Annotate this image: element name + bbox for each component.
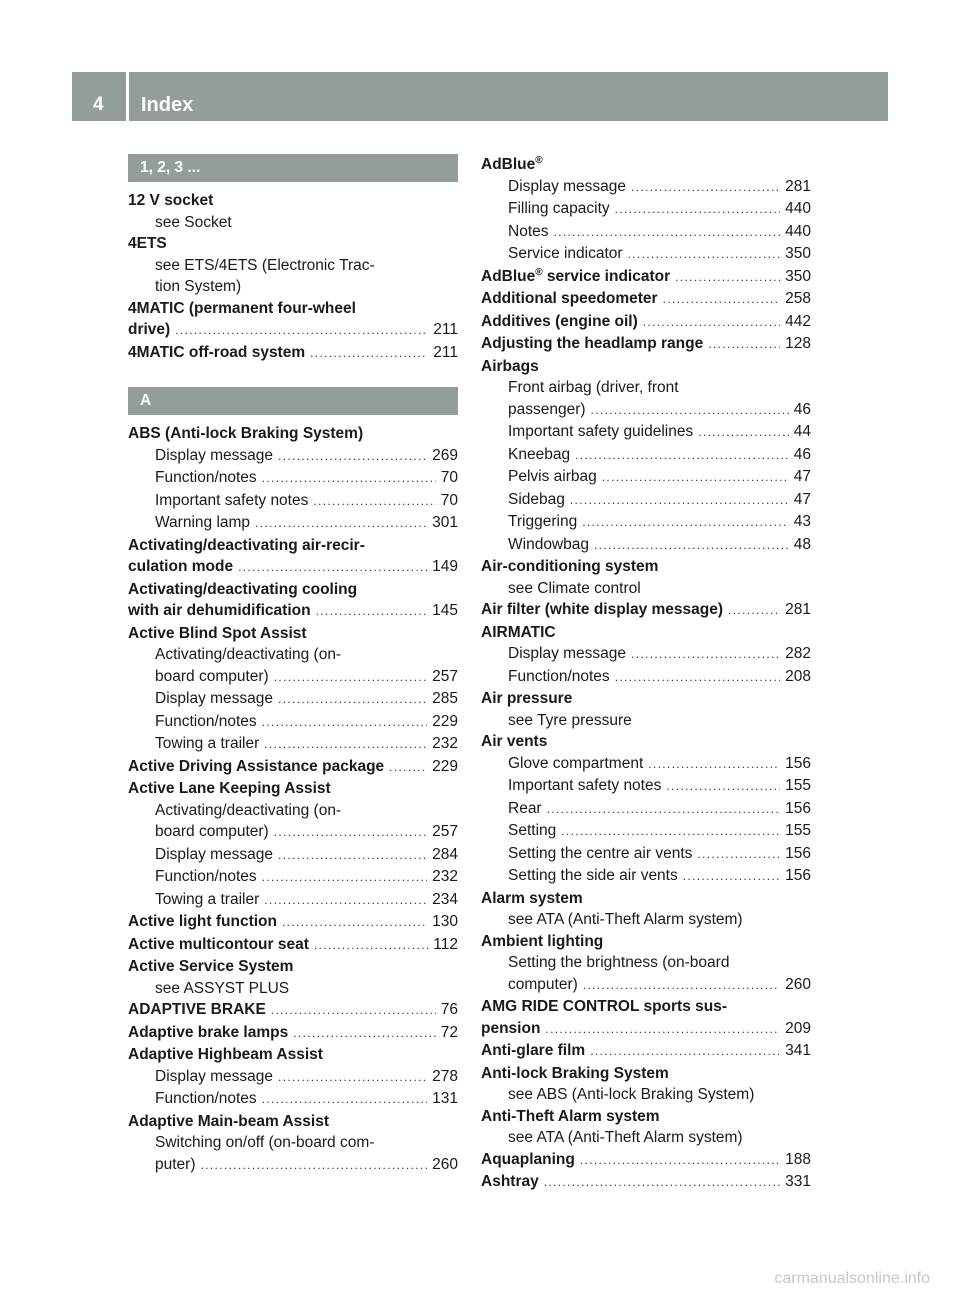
index-entry: Ambient lighting: [481, 932, 604, 950]
index-subentry: Function/notes . . . 232: [128, 866, 458, 889]
index-subentry: Notes . . . 440: [481, 221, 811, 244]
index-entry: Anti-glare film . . . 341: [481, 1040, 811, 1063]
index-subentry: Towing a trailer . . . 232: [128, 733, 458, 756]
index-entry: AdBlue®: [481, 154, 543, 173]
index-subentry: Switching on/off (on-board com-: [155, 1134, 375, 1151]
index-subentry: board computer) . . . 257: [128, 821, 458, 844]
index-column-right: [481, 154, 811, 1194]
index-entry: 4MATIC (permanent four-wheel: [128, 299, 356, 317]
index-subentry: computer) . . . 260: [481, 974, 811, 997]
index-entry: Anti-lock Braking System: [481, 1064, 669, 1082]
index-subentry: Function/notes . . . 70: [128, 467, 458, 490]
index-subentry: Setting the brightness (on-board: [508, 954, 730, 971]
header-divider: [126, 72, 129, 121]
index-entry: Air-conditioning system: [481, 558, 659, 575]
index-entry: Aquaplaning . . . 188: [481, 1149, 811, 1172]
index-entry: Additional speedometer . . . 258: [481, 288, 811, 311]
index-entry: 12 V socket: [128, 192, 214, 209]
index-entry: Adjusting the headlamp range . . . 128: [481, 333, 811, 356]
index-subentry: Triggering . . . 43: [481, 511, 811, 534]
header-title: Index: [141, 94, 194, 116]
index-subentry: Display message . . . 285: [128, 688, 458, 711]
index-entry: Anti-Theft Alarm system: [481, 1107, 660, 1125]
index-entry: ADAPTIVE BRAKE . . . 76: [128, 999, 458, 1022]
index-entry: Active Blind Spot Assist: [128, 624, 307, 642]
index-entry: with air dehumidification . . . 145: [128, 600, 458, 623]
index-entry: Airbags: [481, 357, 539, 375]
section-heading-a: A: [128, 387, 458, 415]
index-subentry: Glove compartment . . . 156: [481, 753, 811, 776]
index-entry: Additives (engine oil) . . . 442: [481, 311, 811, 334]
index-subentry: Service indicator . . . 350: [481, 243, 811, 266]
index-see-ref: see ETS/4ETS (Electronic Trac-: [155, 256, 375, 274]
page-header: [72, 72, 888, 121]
index-subentry: Function/notes . . . 208: [481, 666, 811, 689]
index-column-left: [128, 154, 458, 1176]
index-entry: 4ETS: [128, 235, 167, 252]
index-subentry: Display message . . . 282: [481, 643, 811, 666]
index-subentry: Warning lamp . . . 301: [128, 512, 458, 535]
index-see-ref: see Socket: [155, 213, 232, 231]
index-subentry: Display message . . . 281: [481, 176, 811, 199]
index-subentry: Function/notes . . . 131: [128, 1088, 458, 1111]
index-entry: Active multicontour seat . . . 112: [128, 934, 458, 957]
page-number: 4: [93, 94, 104, 115]
watermark: carmanualsonline.info: [774, 1270, 930, 1287]
index-entry: Adaptive brake lamps . . . 72: [128, 1022, 458, 1045]
index-subentry: Function/notes . . . 229: [128, 711, 458, 734]
index-subentry: Setting the centre air vents . . . 156: [481, 843, 811, 866]
index-entry: Active Driving Assistance package . . . 229: [128, 756, 458, 779]
index-entry: AIRMATIC: [481, 623, 556, 641]
index-see-ref: see ATA (Anti-Theft Alarm system): [508, 1129, 743, 1146]
index-subentry: Important safety guidelines . . . 44: [481, 421, 811, 444]
index-entry: Adaptive Main-beam Assist: [128, 1112, 329, 1130]
index-entry: 4MATIC off-road system . . . 211: [128, 342, 458, 365]
index-entry: drive) . . . 211: [128, 319, 458, 342]
index-subentry: passenger) . . . 46: [481, 399, 811, 422]
index-subentry: Setting . . . 155: [481, 820, 811, 843]
index-subentry: Front airbag (driver, front: [508, 379, 679, 396]
index-see-ref: see ASSYST PLUS: [155, 979, 290, 997]
index-subentry: Important safety notes . . . 155: [481, 775, 811, 798]
index-see-ref: see Tyre pressure: [508, 711, 632, 729]
index-subentry: Setting the side air vents . . . 156: [481, 865, 811, 888]
index-subentry: Sidebag . . . 47: [481, 489, 811, 512]
index-see-ref: see ABS (Anti-lock Braking System): [508, 1086, 755, 1103]
index-subentry: board computer) . . . 257: [128, 666, 458, 689]
index-see-ref: tion System): [155, 278, 242, 295]
index-entry: Active Lane Keeping Assist: [128, 780, 331, 797]
index-subentry: Rear . . . 156: [481, 798, 811, 821]
index-entry: Air pressure: [481, 690, 573, 707]
index-entry: Ashtray . . . 331: [481, 1171, 811, 1194]
index-see-ref: see ATA (Anti-Theft Alarm system): [508, 911, 743, 928]
index-entry: Air filter (white display message) . . . 281: [481, 599, 811, 622]
index-entry: Air vents: [481, 733, 548, 750]
index-entry: Active light function . . . 130: [128, 911, 458, 934]
index-subentry: Display message . . . 284: [128, 844, 458, 867]
index-subentry: Windowbag . . . 48: [481, 534, 811, 557]
index-entry: culation mode . . . 149: [128, 556, 458, 579]
section-heading-numbers: 1, 2, 3 ...: [128, 154, 458, 182]
index-entry: Alarm system: [481, 889, 583, 907]
index-subentry: Activating/deactivating (on-: [155, 646, 342, 663]
index-entry: AMG RIDE CONTROL sports sus-: [481, 998, 728, 1015]
index-subentry: Pelvis airbag . . . 47: [481, 466, 811, 489]
index-entry: pension . . . 209: [481, 1018, 811, 1041]
index-subentry: Display message . . . 278: [128, 1066, 458, 1089]
index-subentry: Display message . . . 269: [128, 445, 458, 468]
index-subentry: Towing a trailer . . . 234: [128, 889, 458, 912]
index-subentry: Activating/deactivating (on-: [155, 801, 342, 819]
index-subentry: Kneebag . . . 46: [481, 444, 811, 467]
index-entry: Adaptive Highbeam Assist: [128, 1046, 323, 1063]
index-entry: ABS (Anti-lock Braking System): [128, 425, 364, 442]
index-see-ref: see Climate control: [508, 579, 641, 597]
index-subentry: puter) . . . 260: [128, 1154, 458, 1177]
index-entry: AdBlue® service indicator . . . 350: [481, 266, 811, 289]
index-subentry: Important safety notes . . . 70: [128, 490, 458, 513]
index-entry: Activating/deactivating cooling: [128, 580, 358, 598]
index-entry: Activating/deactivating air-recir-: [128, 536, 365, 554]
index-subentry: Filling capacity . . . 440: [481, 198, 811, 221]
index-entry: Active Service System: [128, 958, 294, 975]
